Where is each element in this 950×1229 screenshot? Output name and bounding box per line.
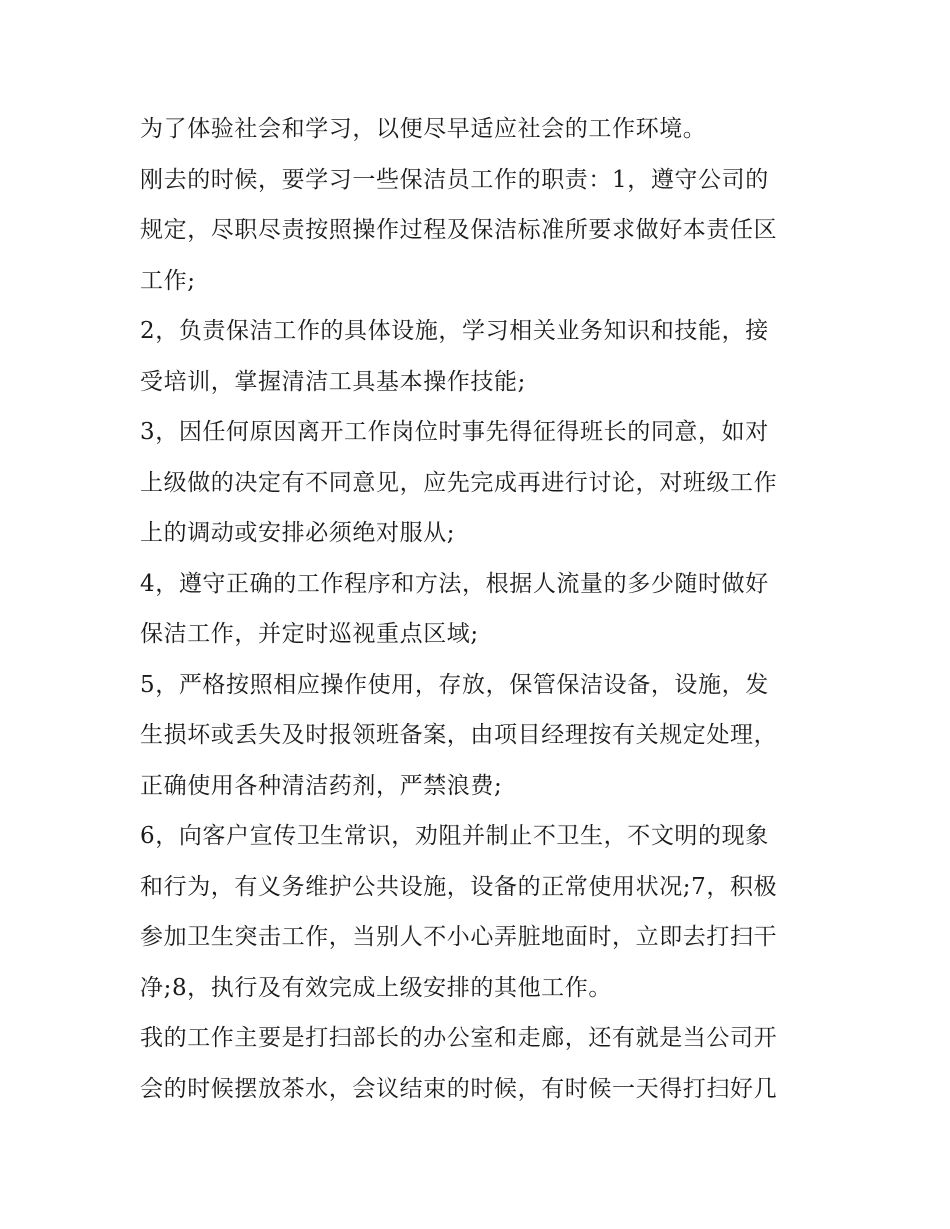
text-line: 受培训，掌握清洁工具基本操作技能; bbox=[140, 368, 526, 395]
text-line: 保洁工作，并定时巡视重点区域; bbox=[140, 621, 479, 647]
text-line: 净;8，执行及有效完成上级安排的其他工作。 bbox=[140, 974, 612, 1001]
text-line: 参加卫生突击工作，当别人不小心弄脏地面时，立即去打扫干 bbox=[140, 924, 778, 950]
text-line: 为了体验社会和学习，以便尽早适应社会的工作环境。 bbox=[140, 116, 707, 142]
text-line: 正确使用各种清洁药剂，严禁浪费; bbox=[140, 772, 503, 799]
text-line: 2，负责保洁工作的具体设施，学习相关业务知识和技能，接 bbox=[140, 318, 769, 344]
text-line: 规定，尽职尽责按照操作过程及保洁标准所要求做好本责任区 bbox=[140, 217, 778, 243]
text-line: 工作; bbox=[140, 267, 196, 294]
text-line: 6，向客户宣传卫生常识，劝阻并制止不卫生，不文明的现象 bbox=[140, 823, 769, 849]
text-line: 3，因任何原因离开工作岗位时事先得征得班长的同意，如对 bbox=[140, 419, 769, 445]
text-line: 4，遵守正确的工作程序和方法，根据人流量的多少随时做好 bbox=[140, 570, 769, 597]
text-line: 我的工作主要是打扫部长的办公室和走廊，还有就是当公司开 bbox=[140, 1025, 778, 1051]
text-line: 上的调动或安排必须绝对服从; bbox=[140, 520, 456, 546]
document-body bbox=[140, 104, 820, 1114]
text-line: 上级做的决定有不同意见，应先完成再进行讨论，对班级工作 bbox=[140, 469, 778, 496]
text-line: 和行为，有义务维护公共设施，设备的正常使用状况;7，积极 bbox=[140, 873, 778, 900]
text-line: 5，严格按照相应操作使用，存放，保管保洁设备，设施，发 bbox=[140, 671, 769, 698]
text-line: 刚去的时候，要学习一些保洁员工作的职责：1，遵守公司的 bbox=[140, 166, 769, 193]
text-line: 会的时候摆放茶水，会议结束的时候，有时候一天得打扫好几 bbox=[140, 1075, 778, 1102]
text-line: 生损坏或丢失及时报领班备案，由项目经理按有关规定处理， bbox=[140, 722, 778, 748]
